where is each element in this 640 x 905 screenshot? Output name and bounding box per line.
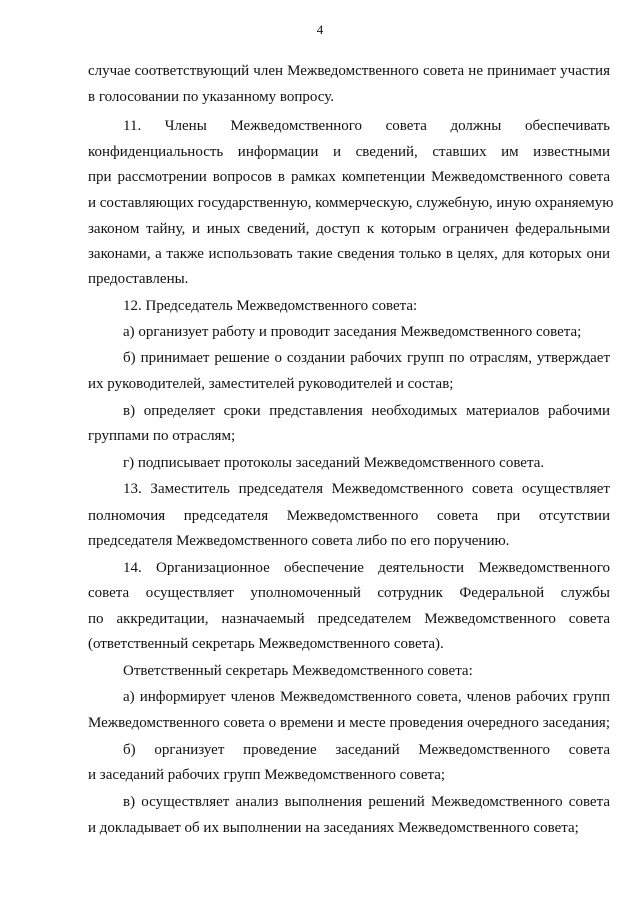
text-line: 11. Члены Межведомственного совета должны обеспечивать: [123, 118, 610, 134]
text-line: и докладывает об их выполнении на заседаниях Межведомственного совета;: [88, 820, 579, 836]
text-line: по аккредитации, назначаемый председателем Межведомственного совета: [88, 611, 610, 627]
text-line: а) организует работу и проводит заседания Межведомственного совета;: [123, 324, 582, 340]
text-line: г) подписывает протоколы заседаний Межведомственного совета.: [123, 455, 545, 471]
text-line: полномочия председателя Межведомственного совета при отсутствии: [88, 508, 610, 524]
text-line: законами, а также использовать такие сведения только в целях, для которых они: [88, 246, 610, 262]
text-line: председателя Межведомственного совета либо по его поручению.: [88, 533, 510, 549]
text-line: законом тайну, и иных сведений, доступ к которым ограничен федеральными: [88, 221, 610, 237]
text-line: предоставлены.: [88, 271, 189, 287]
text-line: конфиденциальность информации и сведений, ставших им известными: [88, 144, 610, 160]
text-line: 12. Председатель Межведомственного совета:: [123, 298, 418, 314]
text-line: и составляющих государственную, коммерческую, служебную, иную охраняемую: [88, 195, 614, 211]
page-number: 4: [316, 22, 324, 37]
text-line: и заседаний рабочих групп Межведомственного совета;: [88, 767, 446, 783]
text-line: а) информирует членов Межведомственного совета, членов рабочих групп: [123, 689, 610, 705]
text-line: (ответственный секретарь Межведомственного совета).: [88, 636, 444, 652]
text-line: совета осуществляет уполномоченный сотрудник Федеральной службы: [88, 585, 610, 601]
text-line: в) осуществляет анализ выполнения решений Межведомственного совета: [123, 794, 610, 810]
text-line: при рассмотрении вопросов в рамках компетенции Межведомственного совета: [88, 169, 610, 185]
text-line: 14. Организационное обеспечение деятельности Межведомственного: [123, 560, 610, 576]
text-line: их руководителей, заместителей руководителей и состав;: [88, 376, 454, 392]
text-line: Межведомственного совета о времени и месте проведения очередного заседания;: [88, 715, 610, 731]
text-line: группами по отраслям;: [88, 428, 236, 444]
text-line: в голосовании по указанному вопросу.: [88, 89, 334, 105]
text-line: б) организует проведение заседаний Межведомственного совета: [123, 742, 610, 758]
text-line: б) принимает решение о создании рабочих групп по отраслям, утверждает: [123, 350, 610, 366]
text-line: Ответственный секретарь Межведомственного совета:: [123, 663, 473, 679]
text-line: в) определяет сроки представления необходимых материалов рабочими: [123, 403, 610, 419]
text-line: случае соответствующий член Межведомственного совета не принимает участия: [88, 63, 610, 79]
text-line: 13. Заместитель председателя Межведомственного совета осуществляет: [123, 481, 610, 497]
